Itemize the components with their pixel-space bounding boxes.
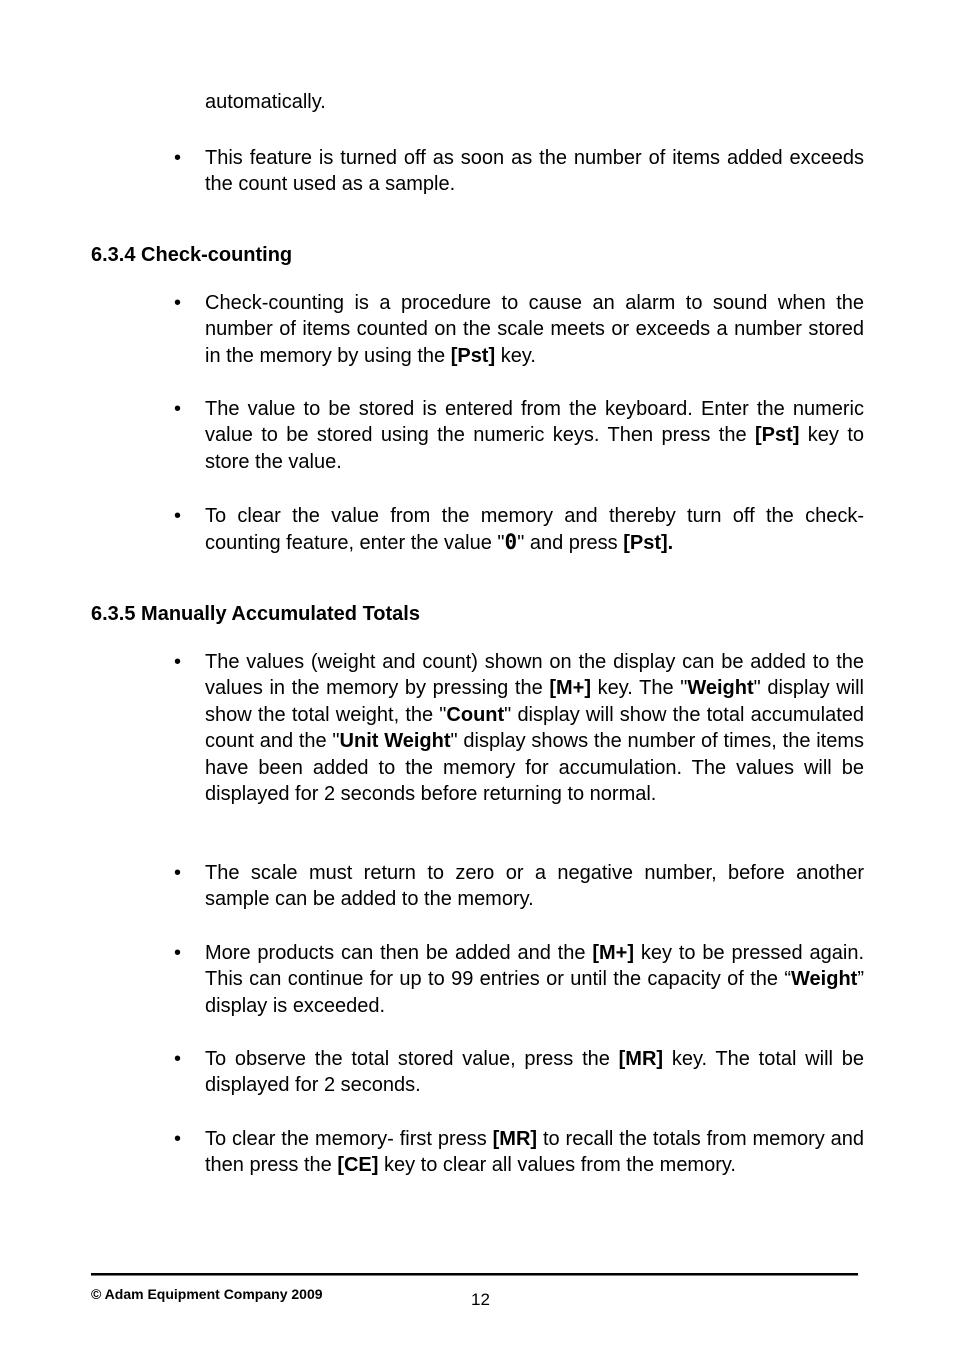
bullet-symbol: • <box>174 1048 182 1070</box>
section-heading-6-3-5: 6.3.5 Manually Accumulated Totals <box>91 603 420 625</box>
bullet-item <box>174 145 864 198</box>
bullet-text: More products can then be added and the [M+] key to be pressed again. This can continue for up to 99 entries or until the capacity of the “Weight” display is exceeded. <box>205 942 864 1017</box>
bullet-text: The scale must return to zero or a negative number, before another sample can be added to the memory. <box>205 862 864 911</box>
bullet-symbol: • <box>174 398 182 420</box>
bullet-text: To clear the memory- first press [MR] to recall the totals from memory and then press the [CE] key to clear all values from the memory. <box>205 1128 864 1177</box>
bullet-symbol: • <box>174 1128 182 1150</box>
bullet-item <box>174 649 864 807</box>
continuation-text: automatically. <box>205 91 326 113</box>
key-ce: [CE] <box>337 1154 379 1177</box>
bullet-item <box>174 1126 864 1179</box>
bullet-text: To clear the value from the memory and thereby turn off the check-counting feature, enter the value "0" and press [Pst]. <box>205 505 864 555</box>
footer-divider <box>91 1273 858 1276</box>
display-zero: 0 <box>504 530 518 555</box>
footer-copyright: © Adam Equipment Company 2009 <box>91 1286 323 1302</box>
bullet-symbol: • <box>174 505 182 527</box>
bullet-item <box>174 860 864 913</box>
key-mr: [MR] <box>618 1048 664 1070</box>
key-pst: [Pst]. <box>623 532 674 555</box>
bullet-text: The values (weight and count) shown on the display can be added to the values in the memory by pressing the [M+] key. The "Weight" display will show the total weight, the "Count" display will show the total accumulated count and the "Unit Weight" display shows the number of times, the items have been added to the memory for accumulation. The values will be displayed for 2 seconds before returning to normal. <box>205 651 864 806</box>
key-mr: [MR] <box>492 1128 538 1150</box>
page-number: 12 <box>471 1290 490 1309</box>
key-m-plus: [M+] <box>549 677 592 700</box>
section-heading-6-3-4: 6.3.4 Check-counting <box>91 244 293 266</box>
key-pst: [Pst] <box>754 424 800 447</box>
bullet-item <box>174 503 864 557</box>
bullet-symbol: • <box>174 942 182 964</box>
bullet-item <box>174 1046 864 1099</box>
bullet-text: This feature is turned off as soon as the number of items added exceeds the count used as a sample. <box>205 147 864 196</box>
bullet-item <box>174 290 864 369</box>
bullet-item <box>174 396 864 475</box>
bullet-text: The value to be stored is entered from the keyboard. Enter the numeric value to be stored using the numeric keys. Then press the [Pst] key to store the value. <box>205 398 865 473</box>
key-pst: [Pst] <box>450 344 496 367</box>
bullet-text: To observe the total stored value, press the [MR] key. The total will be displayed for 2 seconds. <box>205 1048 865 1097</box>
bullet-item <box>174 940 864 1019</box>
bullet-text: Check-counting is a procedure to cause an alarm to sound when the number of items counted on the scale meets or exceeds a number stored in the memory by using the [Pst] key. <box>205 292 864 367</box>
bullet-symbol: • <box>174 292 182 314</box>
key-m-plus: [M+] <box>592 942 635 964</box>
bullet-symbol: • <box>174 147 182 169</box>
bullet-symbol: • <box>174 651 182 673</box>
bullet-symbol: • <box>174 862 182 884</box>
